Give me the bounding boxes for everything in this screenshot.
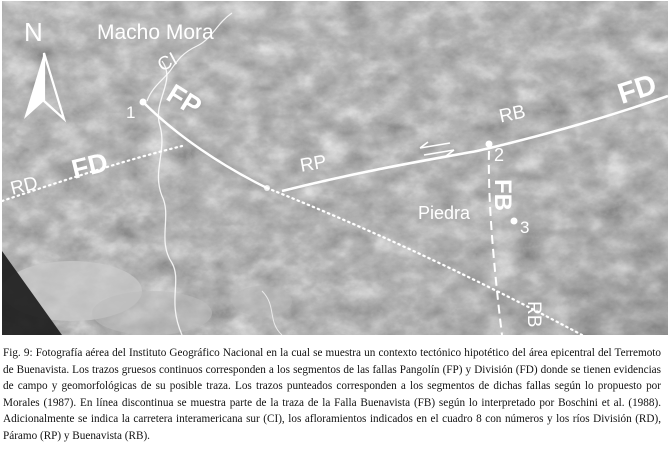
- cloud-patch: [232, 286, 292, 316]
- label-fp: FP: [161, 78, 207, 122]
- outcrop-point-1: [140, 99, 147, 106]
- label-rd: RD: [8, 172, 41, 200]
- outcrop-point-3: [511, 218, 518, 225]
- label-fd-right: FD: [613, 68, 661, 111]
- label-piedra: Piedra: [418, 203, 471, 223]
- north-label: N: [24, 17, 43, 47]
- label-ci: CI: [154, 48, 181, 77]
- label-rb-bottom: RB: [523, 301, 544, 328]
- label-point-3: 3: [520, 218, 530, 237]
- label-fb: FB: [489, 179, 516, 211]
- cloud-patch: [92, 291, 212, 335]
- label-point-2: 2: [494, 145, 505, 165]
- fault-junction: [264, 185, 270, 191]
- label-rp: RP: [298, 151, 329, 177]
- label-rb-top: RB: [497, 101, 528, 128]
- figure-caption: Fig. 9: Fotografía aérea del Instituto Geográfico Nacional en la cual se muestra un contexto tectónico hipotético del área epicentral del Terremoto de Buenavista. Los trazos gruesos continuos corresponden a los segmentos de las fallas Pangolín (FP) y División (FD) donde se tienen evidencias de campo y geomorfológicas de su posible traza. Los trazos punteados corresponden a los segmentos de dichas fallas según lo propuesto por Morales (1987). En línea discontinua se muestra parte de la traza de la Falla Buenavista (FB) según lo interpretado por Boschini et al. (1988). Adicionalmente se indica la carretera interamericana sur (CI), los afloramientos indicados en el cuadro 8 con números y los ríos División (RD), Páramo (RP) y Buenavista (RB).: [3, 347, 661, 442]
- aerial-photograph: [2, 1, 668, 335]
- label-fd-left: FD: [68, 146, 111, 185]
- label-macho-mora: Macho Mora: [97, 21, 214, 44]
- label-point-1: 1: [126, 103, 136, 122]
- outcrop-point-2: [486, 141, 493, 148]
